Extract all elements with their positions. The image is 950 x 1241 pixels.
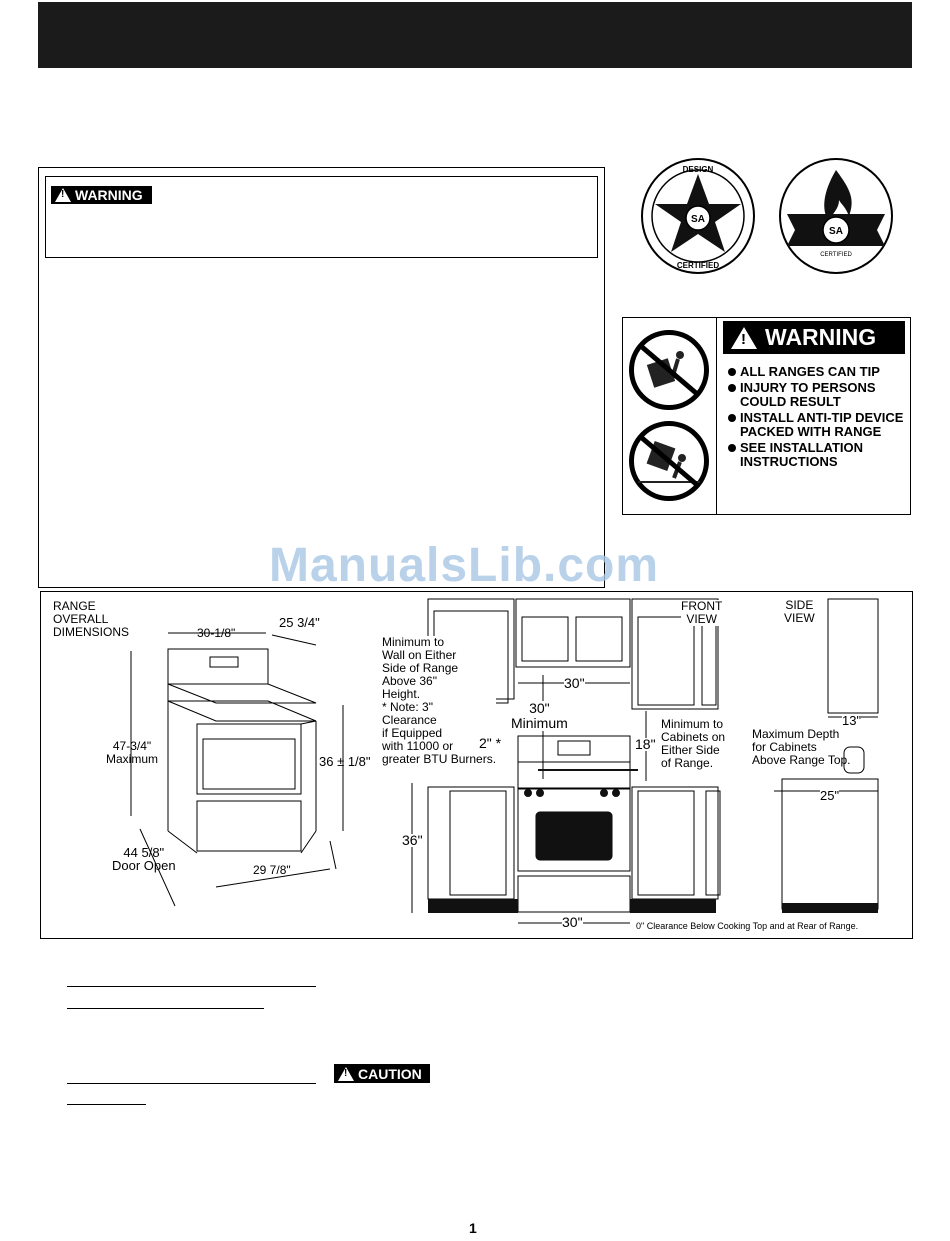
toekick-left: [428, 899, 518, 913]
toekick-right: [630, 899, 716, 913]
range-cooktop: [168, 684, 316, 703]
underline: [67, 1083, 316, 1084]
height-18-label: 18": [635, 736, 656, 752]
no-tip-range-icon: [629, 330, 709, 410]
flame-certified-seal: [779, 158, 893, 274]
list-item: ALL RANGES CAN TIP: [728, 365, 908, 379]
height-max-label: 47-3/4" Maximum: [106, 739, 159, 766]
side-gap-label: 2" *: [479, 735, 502, 751]
svg-text:CERTIFIED: CERTIFIED: [676, 261, 720, 270]
depth-top-label: 25 3/4": [279, 615, 320, 630]
lower-cabinet-right: [632, 787, 718, 899]
range-width-label: 30": [562, 914, 583, 930]
depth-bottom-label: 29 7/8": [253, 863, 291, 877]
cabinet-min-note: Minimum to Cabinets on Either Side of Range.: [661, 717, 726, 770]
underline: [67, 986, 316, 987]
front-range-cooktop: [518, 762, 630, 788]
watermark: ManualsLib.com: [269, 539, 660, 592]
width-top-label: 30-1/8": [197, 626, 236, 640]
toekick-side: [782, 903, 878, 913]
side-view-label: SIDE VIEW: [784, 598, 815, 625]
depth-13-label: 13": [842, 713, 862, 728]
min-wall-note: Minimum to Wall on Either Side of Range Above 36" Height. * Note: 3" Clearance if Equipped with 11000 or greater BTU Burners.: [382, 635, 497, 766]
side-upper-cabinet: [828, 599, 878, 713]
range-drawer: [197, 801, 301, 851]
clearance-note: 0" Clearance Below Cooking Top and at Rear of Range.: [636, 921, 859, 931]
height-cooktop-label: 36 ± 1/8": [319, 754, 371, 769]
depth-25-label: 25": [820, 788, 840, 803]
upper-gap-label: 30": [564, 675, 585, 691]
range-overall-dimensions-title: RANGE OVERALL DIMENSIONS: [53, 599, 130, 639]
header-bar: [38, 2, 912, 68]
page-number: 1: [469, 1220, 477, 1236]
range-oven-door: [197, 724, 301, 794]
upper-cabinet-center: [516, 599, 630, 667]
lower-cabinet-left: [428, 787, 514, 899]
max-depth-note: Maximum Depth for Cabinets Above Range Top.: [752, 727, 851, 767]
underline: [67, 1008, 264, 1009]
underline: [67, 1104, 146, 1105]
anti-tip-warning-heading: ! WARNING: [723, 321, 905, 354]
oven-window: [536, 812, 612, 860]
upper-min-label: 30" Minimum: [511, 700, 568, 731]
front-range-drawer: [518, 876, 630, 912]
warning-triangle-icon: [338, 1067, 354, 1081]
warning-badge: ! WARNING: [51, 186, 152, 204]
svg-text:CERTIFIED: CERTIFIED: [820, 252, 852, 258]
anti-tip-divider: [716, 317, 717, 515]
warning-triangle-icon: [731, 327, 757, 349]
door-open-label: 44 5/8" Door Open: [112, 845, 176, 873]
list-item: INSTALL ANTI-TIP DEVICE PACKED WITH RANGE: [728, 411, 908, 439]
front-view-label: FRONT VIEW: [681, 599, 723, 626]
warning-triangle-icon: [55, 188, 71, 202]
anti-tip-warning-list: [728, 365, 908, 471]
svg-text:SA: SA: [691, 214, 705, 225]
list-item: INJURY TO PERSONS COULD RESULT: [728, 381, 908, 409]
list-item: SEE INSTALLATION INSTRUCTIONS: [728, 441, 908, 469]
caution-badge: ! CAUTION: [334, 1064, 430, 1083]
star-seal-icon: [643, 160, 753, 272]
flame-seal-icon: [781, 160, 891, 272]
no-child-climb-icon: [629, 421, 709, 501]
front-range-backguard: [518, 736, 630, 762]
svg-text:SA: SA: [829, 226, 843, 237]
height-36-label: 36": [402, 832, 423, 848]
svg-text:DESIGN: DESIGN: [682, 165, 714, 174]
design-certified-seal: [641, 158, 755, 274]
